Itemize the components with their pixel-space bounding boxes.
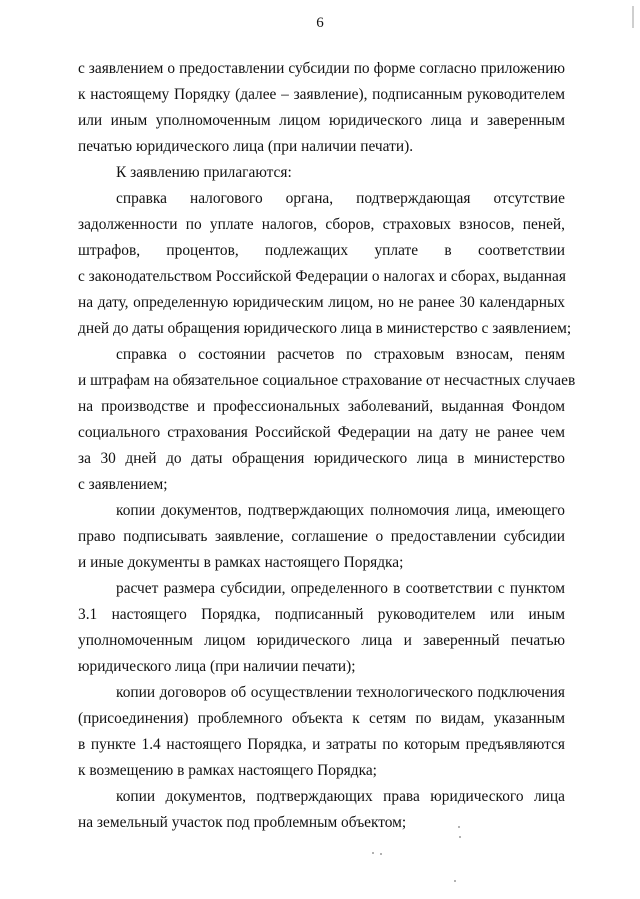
text-line: копии документов, подтверждающих права юридического лица — [116, 788, 565, 805]
scan-speck — [459, 836, 461, 838]
text-line: и штрафам на обязательное социальное страхование от несчастных случаев — [78, 372, 576, 389]
text-line: к настоящему Порядку (далее – заявление), подписанным руководителем — [78, 86, 565, 103]
text-line: право подписывать заявление, соглашение о предоставлении субсидии — [78, 528, 565, 545]
text-line: и иные документы в рамках настоящего Порядка; — [78, 554, 404, 571]
text-line: социального страхования Российской Федерации на дату не ранее чем — [78, 424, 565, 441]
text-line: юридического лица (при наличии печати); — [78, 658, 356, 675]
text-line: уполномоченным лицом юридического лица и заверенный печатью — [78, 632, 565, 649]
text-line: справка о состоянии расчетов по страховым взносам, пеням — [116, 346, 565, 363]
text-line: с заявлением о предоставлении субсидии по форме согласно приложению — [78, 60, 565, 77]
page-number: 6 — [316, 15, 324, 31]
text-line: К заявлению прилагаются: — [116, 164, 292, 181]
text-line: с законодательством Российской Федерации о налогах и сборах, выданная — [78, 268, 566, 285]
text-line: с заявлением; — [78, 476, 168, 493]
text-line: на дату, определенную юридическим лицом, но не ранее 30 календарных — [78, 294, 565, 311]
text-line: расчет размера субсидии, определенного в соответствии с пунктом — [116, 580, 565, 597]
text-line: задолженности по уплате налогов, сборов, страховых взносов, пеней, — [78, 216, 565, 233]
text-line: за 30 дней до даты обращения юридического лица в министерство — [78, 450, 565, 467]
text-line: на производстве и профессиональных заболеваний, выданная Фондом — [78, 398, 565, 415]
text-line: 3.1 настоящего Порядка, подписанный руководителем или иным — [78, 606, 565, 623]
text-line: справка налогового органа, подтверждающая отсутствие — [116, 190, 565, 207]
text-line: дней до даты обращения юридического лица в министерство с заявлением; — [78, 320, 572, 337]
scan-speck — [454, 880, 456, 882]
text-line: копии документов, подтверждающих полномочия лица, имеющего — [116, 502, 565, 519]
text-line: или иным уполномоченным лицом юридического лица и заверенным — [78, 112, 565, 129]
text-line: (присоединения) проблемного объекта к сетям по видам, указанным — [78, 710, 565, 727]
text-line: копии договоров об осуществлении технологического подключения — [116, 684, 565, 701]
text-line: штрафов, процентов, подлежащих уплате в соответствии — [78, 242, 565, 259]
text-line: к возмещению в рамках настоящего Порядка; — [78, 762, 377, 779]
text-line: на земельный участок под проблемным объектом; — [78, 814, 407, 831]
scan-speck — [380, 853, 382, 855]
scan-speck — [372, 852, 374, 854]
scan-speck — [458, 826, 460, 828]
text-line: в пункте 1.4 настоящего Порядка, и затраты по которым предъявляются — [78, 736, 565, 753]
text-line: печатью юридического лица (при наличии печати). — [78, 138, 414, 155]
